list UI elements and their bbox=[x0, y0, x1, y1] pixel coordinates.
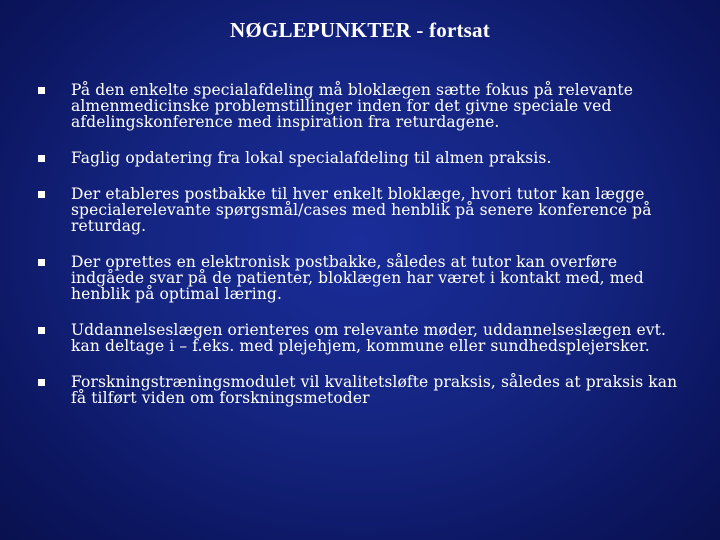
square-bullet-icon bbox=[38, 259, 45, 266]
square-bullet-icon bbox=[38, 155, 45, 162]
square-bullet-icon bbox=[38, 191, 45, 198]
bullet-text: Uddannelseslægen orienteres om relevante møder, uddannelseslægen evt. kan deltage i – f.eks. med plejehjem, kommune eller sundhedsplejersker. bbox=[71, 321, 666, 355]
bullet-item bbox=[38, 150, 678, 166]
bullet-item bbox=[38, 82, 678, 130]
square-bullet-icon bbox=[38, 327, 45, 334]
bullet-item bbox=[38, 186, 678, 234]
bullet-item bbox=[38, 254, 678, 302]
square-bullet-icon bbox=[38, 379, 45, 386]
bullet-list bbox=[38, 82, 678, 426]
bullet-item bbox=[38, 322, 678, 354]
slide-title: NØGLEPUNKTER - fortsat bbox=[230, 18, 490, 42]
bullet-text: Der etableres postbakke til hver enkelt bloklæge, hvori tutor kan lægge specialerelevante spørgsmål/cases med henblik på senere konference på returdag. bbox=[71, 185, 652, 235]
bullet-text: På den enkelte specialafdeling må bloklægen sætte fokus på relevante almenmedicinske problemstillinger inden for det givne speciale ved afdelingskonference med inspiration fra returdagene. bbox=[71, 81, 634, 131]
bullet-text: Der oprettes en elektronisk postbakke, således at tutor kan overføre indgåede svar på de patienter, bloklægen har været i kontakt med, med henblik på optimal læring. bbox=[71, 253, 644, 303]
bullet-text: Forskningstræningsmodulet vil kvalitetsløfte praksis, således at praksis kan få tilført viden om forskningsmetoder bbox=[71, 373, 678, 407]
bullet-item bbox=[38, 374, 678, 406]
bullet-text: Faglig opdatering fra lokal specialafdeling til almen praksis. bbox=[71, 149, 552, 167]
square-bullet-icon bbox=[38, 87, 45, 94]
